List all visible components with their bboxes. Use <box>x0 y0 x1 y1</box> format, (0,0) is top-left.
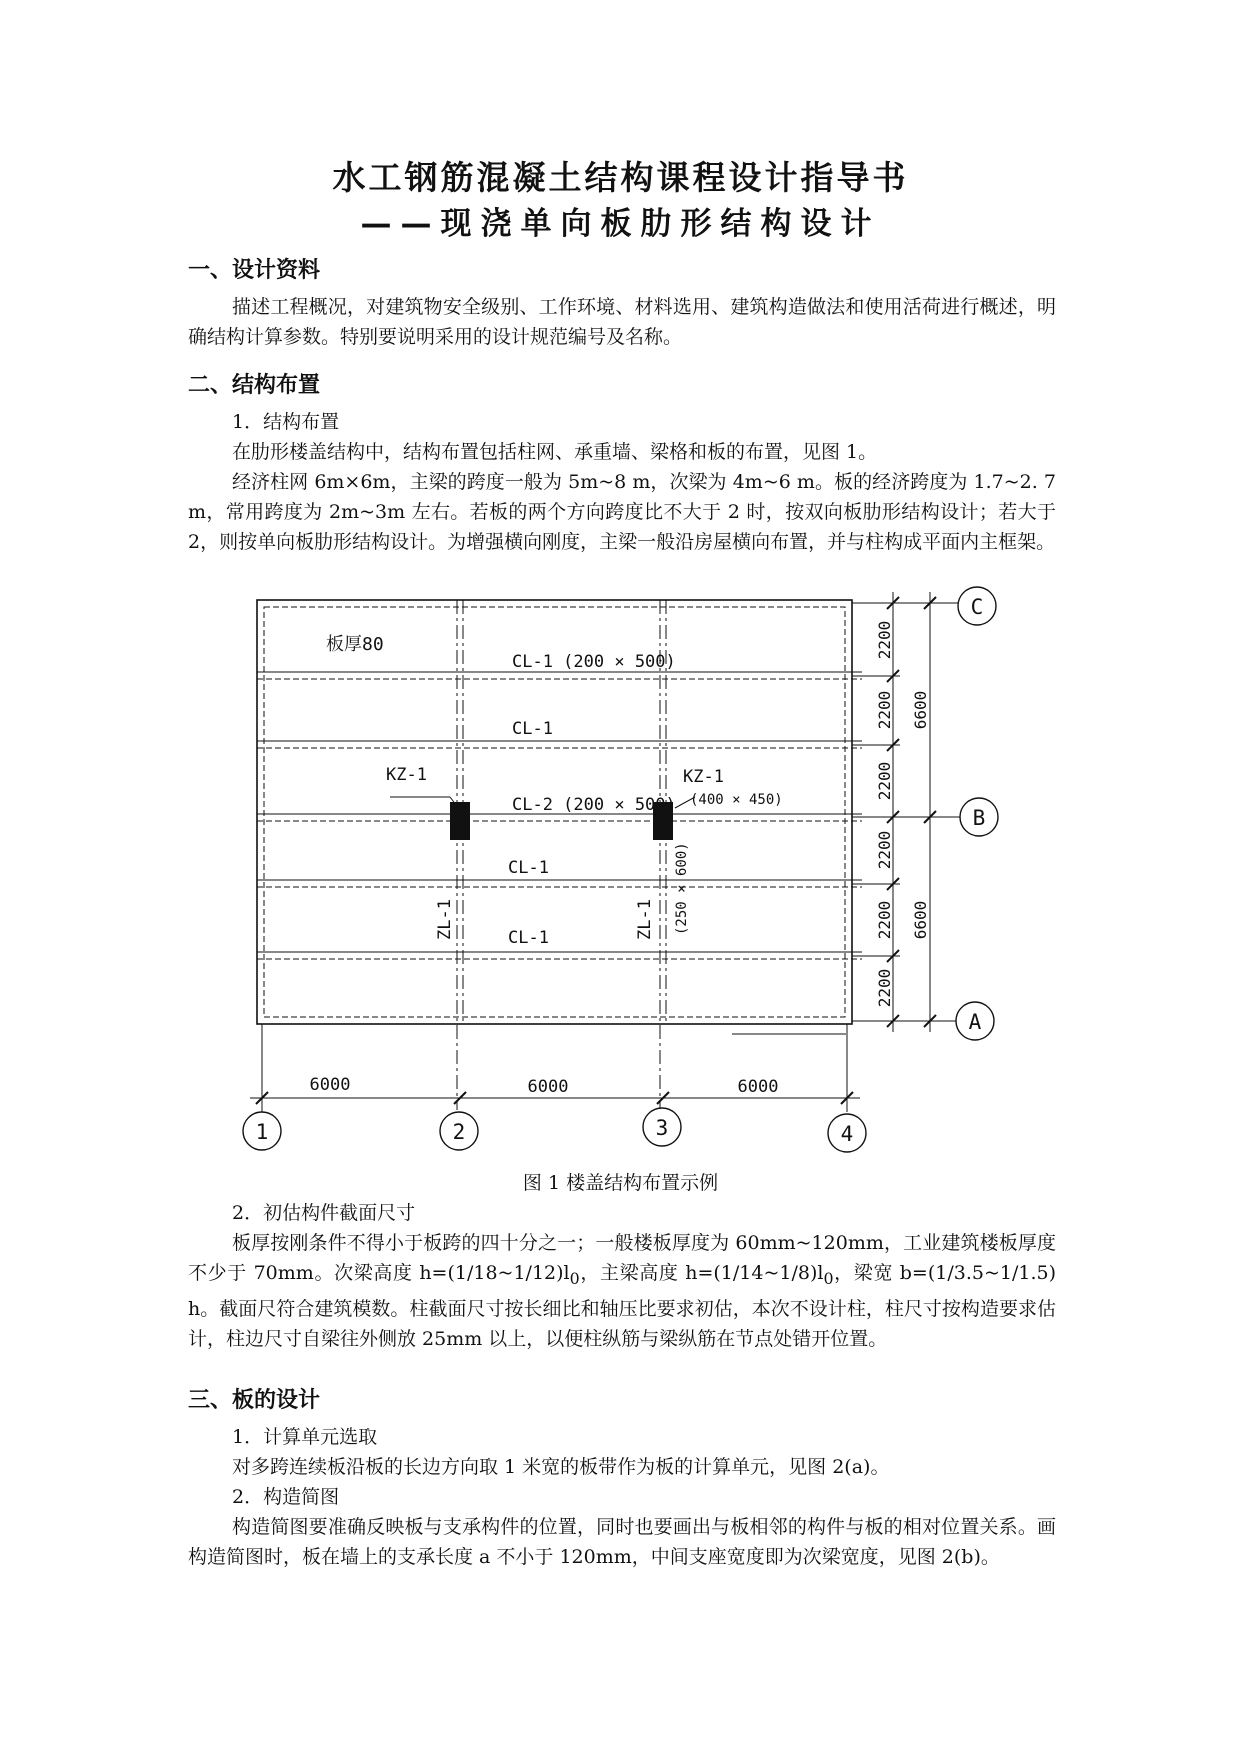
girder-label-left: ZL-1 <box>435 899 455 940</box>
y-dim-ticks <box>887 597 936 1027</box>
axis-labels <box>256 595 986 1146</box>
x-dim-2: 6000 <box>527 1077 569 1097</box>
x-dim-1: 6000 <box>309 1075 351 1095</box>
beam-label-5: CL-1 <box>508 928 549 948</box>
section-2-paragraph-1: 在肋形楼盖结构中，结构布置包括柱网、承重墙、梁格和板的布置，见图 1。 <box>232 441 878 463</box>
axis-label-c: C <box>970 595 984 619</box>
main-girders <box>457 600 666 1110</box>
y-dim-small-2: 2200 <box>875 690 894 730</box>
column-kz1-left <box>450 802 470 840</box>
section-2-sub1: 1．结构布置 <box>232 411 340 433</box>
y-dim-small-3: 2200 <box>875 761 894 801</box>
beam-label-3: CL-2 (200 × 500) <box>512 795 676 815</box>
section-3-paragraph-1: 对多跨连续板沿板的长边方向取 1 米宽的板带作为板的计算单元，见图 2(a)。 <box>232 1456 890 1478</box>
section-3-paragraph-2: 构造简图要准确反映板与支承构件的位置，同时也要画出与板相邻的构件与板的相对位置关系。画构造简图时，板在墙上的支承长度 a 不小于 120mm，中间支座宽度即为次梁宽度，见图 2(b)。 <box>188 1516 1056 1568</box>
y-dim-large-1: 6600 <box>911 690 930 730</box>
section-3-sub1: 1．计算单元选取 <box>232 1426 378 1448</box>
y-dim-extension <box>852 603 960 1021</box>
beam-label-2: CL-1 <box>512 719 553 739</box>
section-2-paragraph-2: 经济柱网 6m×6m，主梁的跨度一般为 5m~8 m，次梁为 4m~6 m。板的经济跨度为 1.7~2. 7 m，常用跨度为 2m~3m 左右。若板的两个方向跨度比不大于 2 时，按双向板肋形结构设计；若大于 2，则按单向板肋形结构设计。为增强横向刚度，主梁一般沿房屋横向布置，并与柱构成平面内主框架。 <box>188 471 1056 553</box>
y-dim-large-2: 6600 <box>911 900 930 940</box>
axis-label-a: A <box>968 1010 982 1034</box>
girder-size-label: (250 × 600) <box>674 842 690 935</box>
girder-label-right: ZL-1 <box>635 899 655 940</box>
column-label-right: KZ-1 <box>683 767 724 787</box>
section-1-paragraph: 描述工程概况，对建筑物安全级别、工作环境、材料选用、建筑构造做法和使用活荷进行概述，明确结构计算参数。特别要说明采用的设计规范编号及名称。 <box>188 296 1056 348</box>
section-2-paragraph-3 <box>188 1228 1056 1354</box>
section-3-sub2: 2．构造简图 <box>232 1486 340 1508</box>
secondary-beams <box>257 672 862 959</box>
section-3-heading: 三、板的设计 <box>188 1388 321 1413</box>
text-part: 板厚按刚条件不得小于板跨的四十分之一；一般楼板厚度为 60mm~120mm，工业建筑楼板厚度不少于 70mm。次梁高度 h=(1/18~1/12)l <box>188 1232 1056 1284</box>
text-part: ，梁宽 b=(1/3.5~1/1.5) h。截面尺符合建筑模数。柱截面尺寸按长细比和轴压比要求初估，本次不设计柱，柱尺寸按构造要求估计，柱边尺寸自梁往外侧放 25mm 以上，以便柱纵筋与梁纵筋在节点处错开位置。 <box>188 1262 1057 1350</box>
document-title: 水工钢筋混凝土结构课程设计指导书 <box>332 158 909 197</box>
x-dim-3: 6000 <box>737 1077 779 1097</box>
y-dim-small-5: 2200 <box>875 900 894 940</box>
y-dim-small-6: 2200 <box>875 968 894 1008</box>
axis-label-4: 4 <box>840 1122 854 1146</box>
axis-label-2: 2 <box>452 1120 466 1144</box>
beam-label-4: CL-1 <box>508 858 549 878</box>
axis-label-1: 1 <box>255 1120 269 1144</box>
axis-label-b: B <box>972 806 986 830</box>
section-2-heading: 二、结构布置 <box>188 373 321 398</box>
figure-caption: 图 1 楼盖结构布置示例 <box>522 1172 719 1194</box>
document-subtitle: ——现浇单向板肋形结构设计 <box>360 206 881 242</box>
text-part: ，主梁高度 h=(1/14~1/8)l <box>579 1262 824 1284</box>
column-size-label: (400 × 450) <box>690 792 783 808</box>
y-dim-small-4: 2200 <box>875 830 894 870</box>
subscript: 0 <box>569 1268 580 1288</box>
beam-label-1: CL-1 (200 × 500) <box>512 652 676 672</box>
axis-label-3: 3 <box>655 1116 669 1140</box>
y-dim-small-1: 2200 <box>875 620 894 660</box>
column-label-left: KZ-1 <box>386 765 427 785</box>
section-1-heading: 一、设计资料 <box>188 258 321 283</box>
subscript: 0 <box>823 1268 834 1288</box>
slab-thickness-label: 板厚80 <box>326 634 384 655</box>
section-2-sub2: 2．初估构件截面尺寸 <box>232 1202 416 1224</box>
